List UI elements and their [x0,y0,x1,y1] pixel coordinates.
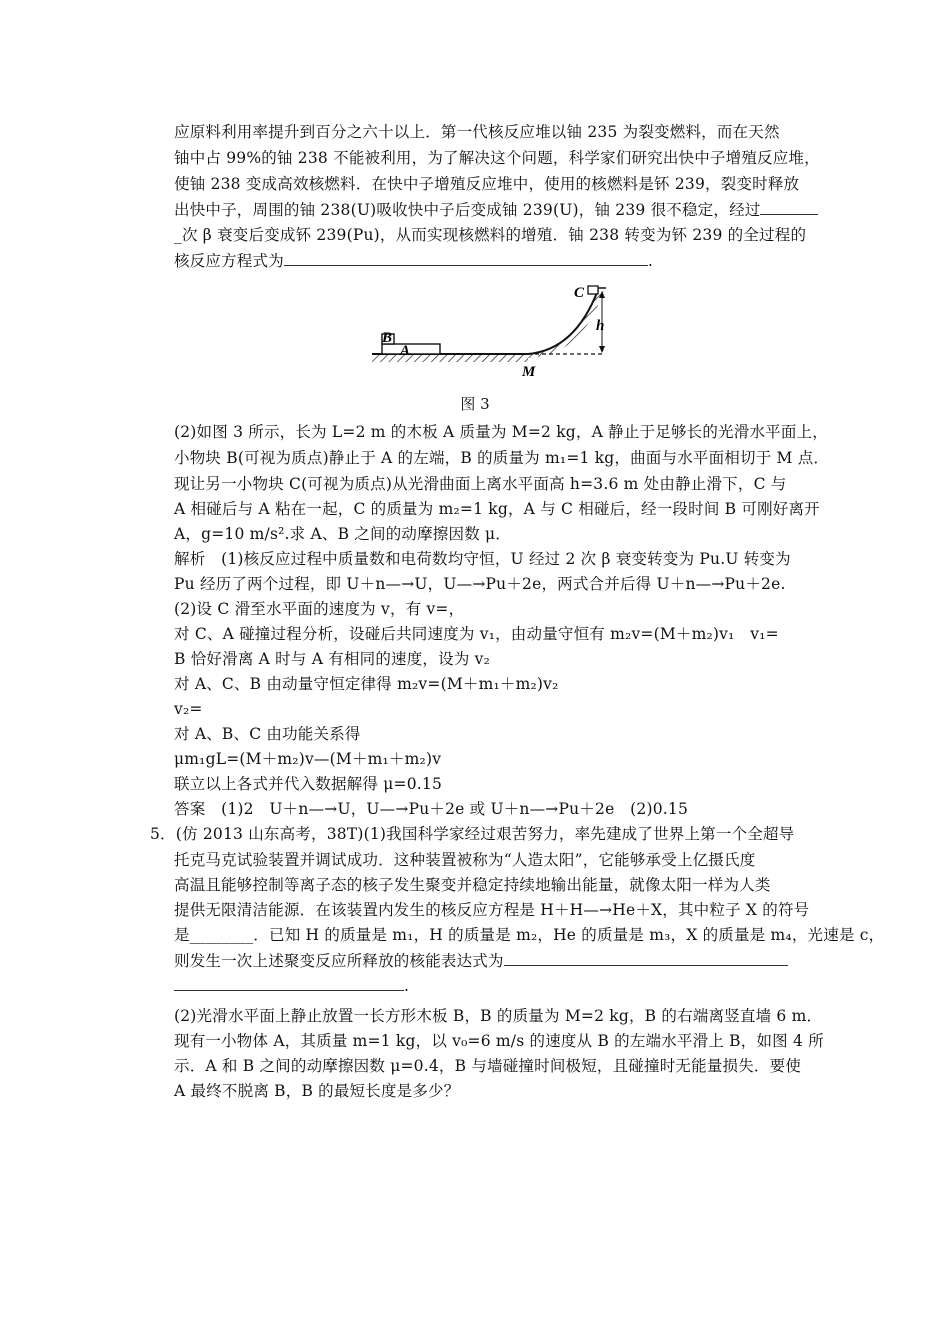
text-line: 现让另一小物块 C(可视为质点)从光滑曲面上离水平面高 h=3.6 m 处由静止滑下，C 与 [174,475,787,493]
text-line: 小物块 B(可视为质点)静止于 A 的左端，B 的质量为 m₁=1 kg，曲面与水平面相切于 M 点． [174,449,830,467]
label-b: B [382,330,393,346]
figure-3-diagram [360,280,620,390]
text-segment: 出快中子，周围的铀 238(U)吸收快中子后变成铀 239(U)，铀 239 很不稳定，经过 [174,201,761,219]
text-line: 应原料利用率提升到百分之六十以上．第一代核反应堆以铀 235 为裂变燃料，而在天然 [174,123,780,141]
text-segment: . [404,977,410,995]
problem-5-part2-line: 示．A 和 B 之间的动摩擦因数 μ=0.4，B 与墙碰撞时间极短，且碰撞时无能量损失．要使 [174,1057,802,1075]
ground-hatch [372,355,528,362]
solution-line: v₂= [174,700,203,718]
problem-5-part2-line: (2)光滑水平面上静止放置一长方形木板 B，B 的质量为 M=2 kg，B 的右端离竖直墙 6 m． [174,1007,823,1025]
figure-caption: 图 3 [460,395,490,413]
text-line-with-blank [174,198,818,222]
answer-blank [760,198,818,215]
solution-line: 解析 (1)核反应过程中质量数和电荷数均守恒，U 经过 2 次 β 衰变转变为 Pu.U 转变为 [174,550,791,568]
text-line: _次 β 衰变后变成钚 239(Pu)，从而实现核燃料的增殖．铀 238 转变为钚 239 的全过程的 [174,226,807,244]
solution-line: Pu 经历了两个过程，即 U＋n—→U，U—→Pu＋2e，两式合并后得 U＋n—→Pu＋2e. [174,575,786,593]
problem-5-line: 提供无限清洁能源．在该装置内发生的核反应方程是 H＋H—→He＋X，其中粒子 X 的符号 [174,901,810,919]
text-line-with-blank [174,974,409,998]
text-segment: 则发生一次上述聚变反应所释放的核能表达式为 [174,952,504,970]
block-c [588,286,598,294]
text-line: A，g=10 m/s².求 A、B 之间的动摩擦因数 μ． [174,525,512,543]
answer-blank [504,949,788,966]
solution-line: 对 A、B、C 由功能关系得 [174,725,361,743]
answer-blank [174,974,404,991]
label-c: C [574,285,585,301]
solution-line: B 恰好滑离 A 时与 A 有相同的速度，设为 v₂ [174,650,491,668]
text-line-with-blank [174,949,788,973]
solution-line: 联立以上各式并代入数据解得 μ=0.15 [174,775,443,793]
problem-5-part2-line: A 最终不脱离 B，B 的最短长度是多少？ [174,1082,460,1100]
solution-line: (2)设 C 滑至水平面的速度为 v，有 v=， [174,600,465,618]
problem-5-part2-line: 现有一小物体 A，其质量 m=1 kg，以 v₀=6 m/s 的速度从 B 的左端水平滑上 B，如图 4 所 [174,1032,824,1050]
answer-blank [284,249,648,266]
label-m: M [522,364,536,380]
text-line: (2)如图 3 所示，长为 L=2 m 的木板 A 质量为 M=2 kg，A 静止于足够长的光滑水平面上， [174,423,828,441]
label-h: h [596,318,605,334]
curve-hatch [528,290,604,358]
text-line: 铀中占 99%的铀 238 不能被利用，为了解决这个问题，科学家们研究出快中子增殖反应堆， [174,149,820,167]
solution-line: 对 A、C、B 由动量守恒定律得 m₂v=(M＋m₁＋m₂)v₂ [174,675,559,693]
problem-5-line: 托克马克试验装置并调试成功．这种装置被称为“人造太阳”，它能够承受上亿摄氏度 [174,851,756,869]
solution-line: μm₁gL=(M＋m₂)v—(M＋m₁＋m₂)v [174,750,442,768]
problem-5-line: 高温且能够控制等离子态的核子发生聚变并稳定持续地输出能量，就像太阳一样为人类 [174,876,771,894]
text-line: A 相碰后与 A 粘在一起，C 的质量为 m₂=1 kg，A 与 C 相碰后，经一段时间 B 可刚好离开 [174,500,820,518]
text-line: 使铀 238 变成高效核燃料．在快中子增殖反应堆中，使用的核燃料是钚 239，裂变时释放 [174,175,800,193]
text-line-with-blank: 核反应方程式为 . [174,249,653,273]
problem-5-line: 5．(仿 2013 山东高考，38T)(1)我国科学家经过艰苦努力，率先建成了世界上第一个全超导 [150,825,795,843]
problem-5-line: 是________．已知 H 的质量是 m₁，H 的质量是 m₂，He 的质量是 m₃，X 的质量是 m₄，光速是 c， [174,926,885,944]
answer-line: 答案 (1)2 U＋n—→U，U—→Pu＋2e 或 U＋n—→Pu＋2e (2)0.15 [174,800,689,818]
solution-line: 对 C、A 碰撞过程分析，设碰后共同速度为 v₁，由动量守恒有 m₂v=(M＋m₂)v₁ v₁= [174,625,779,643]
label-a: A [400,343,411,359]
text-segment: 核反应方程式为 [174,252,284,270]
